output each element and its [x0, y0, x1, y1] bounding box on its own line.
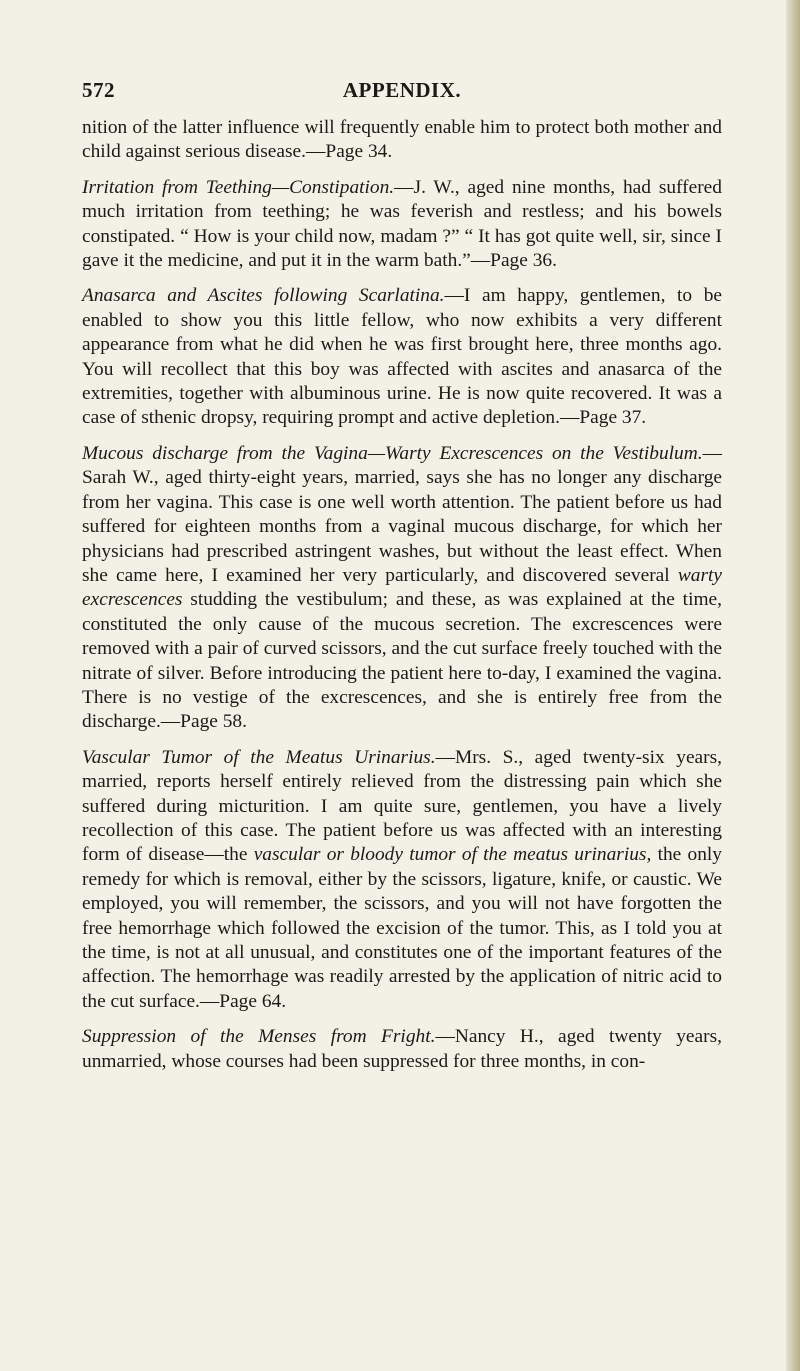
text-body: [82, 116, 722, 1074]
paragraph-text: —Mrs. S., aged twenty-six years, married, reports herself entirely relieved from the distressing pain which she suffered during micturition. I am quite sure, gentlemen, you have a lively recollection of this case. The patient before us was affected with an interesting form of disease—the: [82, 746, 723, 866]
paragraph-mucous-discharge: [82, 442, 722, 735]
case-heading: Suppression of the Menses from Fright.: [82, 1026, 436, 1048]
page-header: [82, 78, 722, 102]
case-heading: Vascular Tumor of the Meatus Urinarius.: [82, 746, 436, 768]
case-heading: Irritation from Teething—Constipation.: [82, 176, 395, 198]
paragraph-continuation: [82, 116, 722, 165]
italic-term: warty excrescences: [82, 564, 722, 611]
paragraph-text: —Sarah W., aged thirty-eight years, married, says she has no longer any discharge from her vagina. This case is one well worth attention. The patient before us had suffered for eighteen months from a vaginal mucous discharge, for which her physicians had prescribed astringent washes, but without the least effect. When she came here, I examined her very particularly, and discovered several: [82, 442, 722, 586]
page-edge: [786, 0, 800, 1371]
paragraph-anasarca: [82, 284, 722, 430]
paragraph-text: —I am happy, gentlemen, to be enabled to show you this little fellow, who now exhibits a very different appearance from what he did when he was first brought here, three months ago. You will recollect that this boy was affected with ascites and anasarca of the extremities, together with albuminous urine. He is now quite recovered. It was a case of sthenic dropsy, requiring prompt and active depletion.—Page 37.: [82, 285, 722, 429]
paragraph-vascular-tumor: [82, 746, 722, 1014]
case-heading: Mucous discharge from the Vagina—Warty Excrescences on the Vestibulum.: [82, 442, 703, 464]
paragraph-suppression: [82, 1025, 722, 1074]
paragraph-text: —J. W., aged nine months, had suffered much irritation from teething; he was feverish and restless; and his bowels constipated. “ How is your child now, madam ?” “ It has got quite well, sir, since I gave it the medicine, and put it in the warm bath.”—Page 36.: [82, 176, 722, 272]
paragraph-text: studding the vestibulum; and these, as was explained at the time, constituted the only cause of the mucous secretion. The excrescences were removed with a pair of curved scissors, and the cut surface freely touched with the nitrate of silver. Before introducing the patient here to-day, I examined the vagina. There is no vestige of the excrescences, and she is entirely free from the discharge.—Page 58.: [82, 589, 722, 733]
paragraph-text: —Nancy H., aged twenty years, unmarried, whose courses had been suppressed for three months, in con-: [82, 1026, 722, 1072]
page-number: 572: [82, 78, 115, 102]
paragraph-text: the only remedy for which is removal, either by the scissors, ligature, knife, or caustic. We employed, you will remember, the scissors, and you will not have forgotten the free hemorrhage which followed the excision of the tumor. This, as I told you at the time, is not at all unusual, and constitutes one of the important features of the affection. The hemorrhage was readily arrested by the application of nitric acid to the cut surface.—Page 64.: [82, 844, 722, 1012]
paragraph-text: nition of the latter influence will frequently enable him to protect both mother and child against serious disease.—Page 34.: [82, 117, 722, 163]
italic-term: vascular or bloody tumor of the meatus urinarius,: [253, 844, 652, 866]
case-heading: Anasarca and Ascites following Scarlatina.: [82, 285, 445, 307]
running-head: APPENDIX.: [342, 78, 462, 102]
paragraph-teething: [82, 176, 722, 274]
